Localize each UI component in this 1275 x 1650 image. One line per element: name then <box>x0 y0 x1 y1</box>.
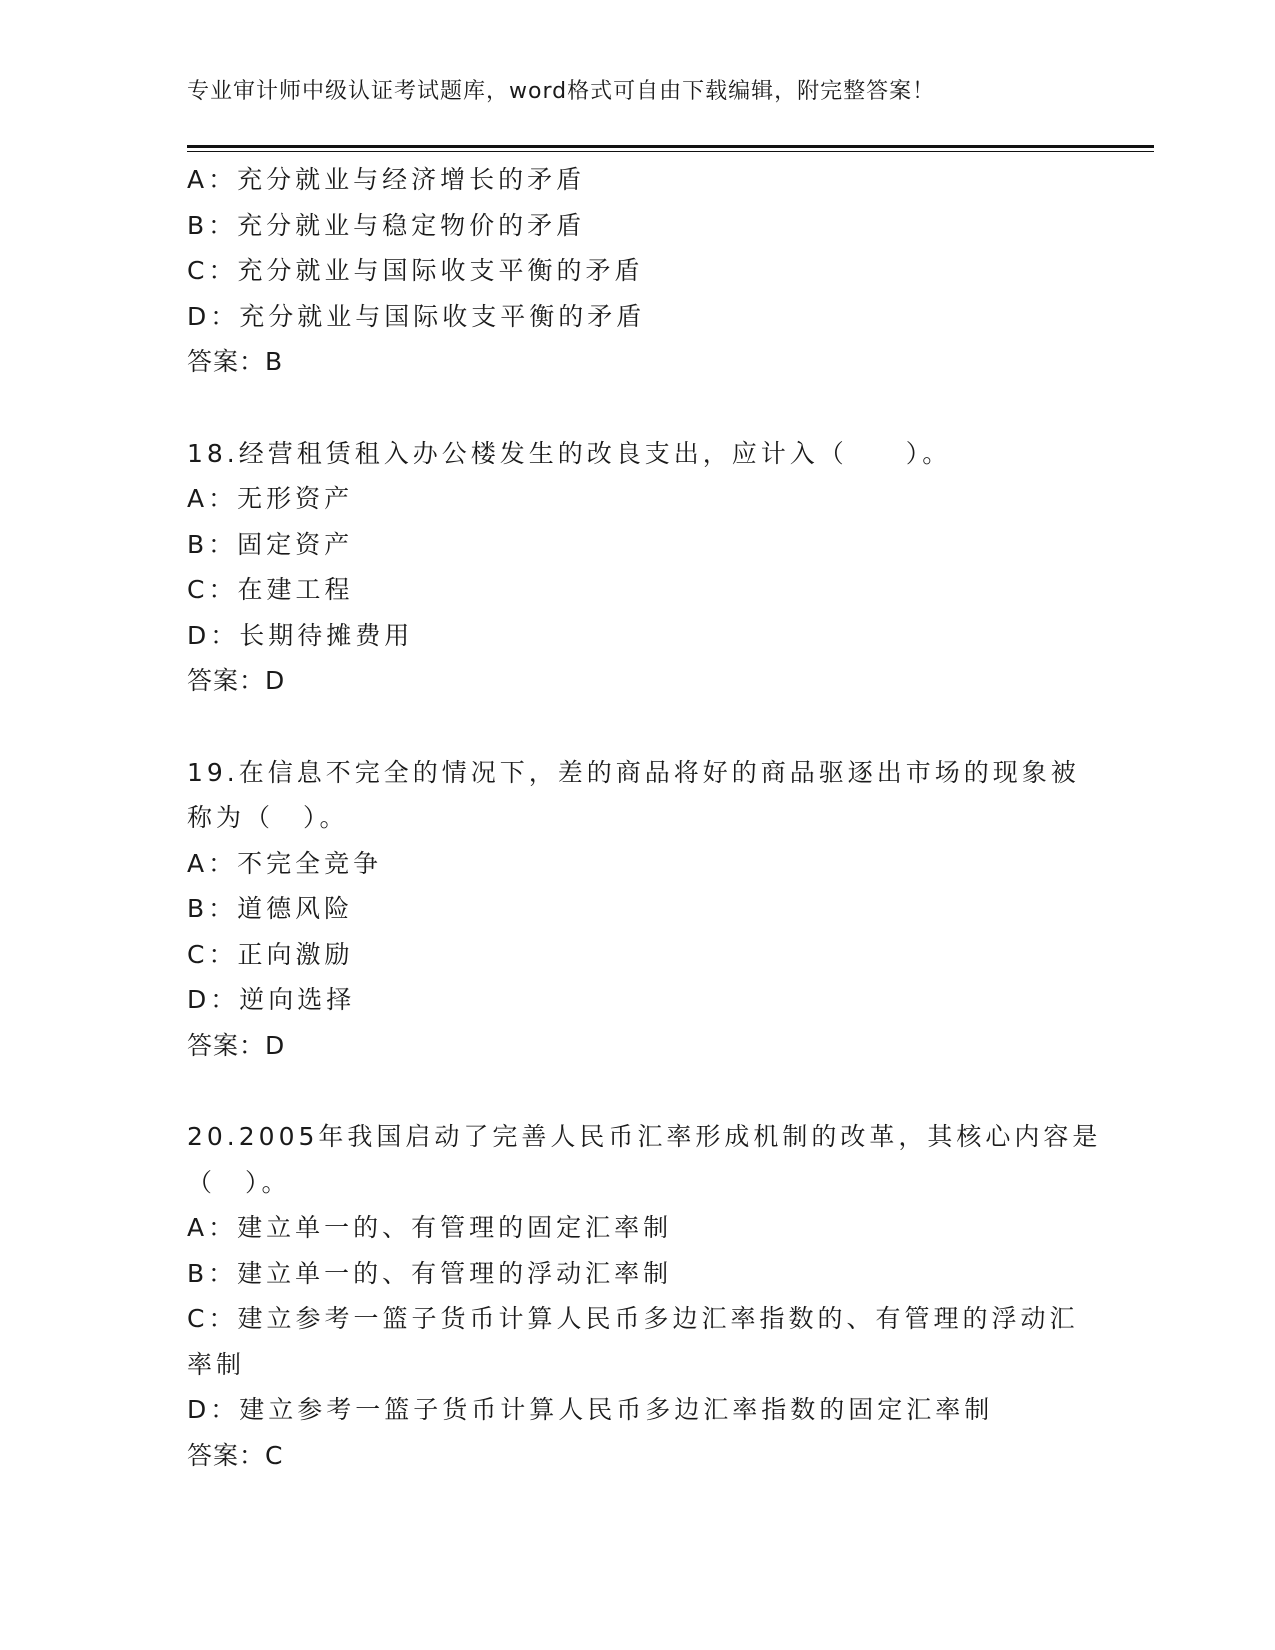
question-stem-line-1: 19.在信息不完全的情况下，差的商品将好的商品驱逐出市场的现象被 <box>187 757 1080 787</box>
question-19 <box>187 750 1087 1069</box>
option-a: A：不完全竞争 <box>187 848 383 878</box>
question-stem-line-2: （ ）。 <box>187 1167 291 1197</box>
question-stem-line-2: 称为（ ）。 <box>187 803 349 832</box>
spacer <box>187 1068 1087 1114</box>
header-rule-thin <box>187 151 1154 152</box>
question-17 <box>187 157 1087 385</box>
answer: 答案：C <box>187 1440 284 1470</box>
answer: 答案：B <box>187 347 284 376</box>
option-c: C：在建工程 <box>187 575 354 604</box>
spacer <box>187 704 1087 750</box>
question-20 <box>187 1114 1102 1478</box>
question-stem: 18.经营租赁租入办公楼发生的改良支出，应计入（ ）。 <box>187 438 952 468</box>
option-c-line-2: 率制 <box>187 1349 246 1379</box>
option-a: A：建立单一的、有管理的固定汇率制 <box>187 1213 673 1242</box>
option-a: A：无形资产 <box>187 484 354 513</box>
page-header: 专业审计师中级认证考试题库，word格式可自由下载编辑，附完整答案！ <box>187 79 936 104</box>
question-stem-line-1: 20.2005年我国启动了完善人民币汇率形成机制的改革，其核心内容是 <box>187 1122 1102 1151</box>
spacer <box>187 385 1087 431</box>
option-d: D：充分就业与国际收支平衡的矛盾 <box>187 301 646 331</box>
option-d: D：建立参考一篮子货币计算人民币多边汇率指数的固定汇率制 <box>187 1395 994 1424</box>
option-b: B：道德风险 <box>187 894 354 923</box>
option-b: B：固定资产 <box>187 529 354 559</box>
option-d: D：长期待摊费用 <box>187 620 414 650</box>
option-b: B：建立单一的、有管理的浮动汇率制 <box>187 1258 673 1288</box>
question-18 <box>187 431 1087 704</box>
answer: 答案：D <box>187 666 286 695</box>
header-rule-thick <box>187 145 1154 148</box>
option-c-line-1: C：建立参考一篮子货币计算人民币多边汇率指数的、有管理的浮动汇 <box>187 1304 1079 1333</box>
question-list <box>187 157 1102 1478</box>
answer: 答案：D <box>187 1030 286 1060</box>
option-d: D：逆向选择 <box>187 985 356 1014</box>
option-c: C：充分就业与国际收支平衡的矛盾 <box>187 256 644 285</box>
option-b: B：充分就业与稳定物价的矛盾 <box>187 210 586 240</box>
option-a: A：充分就业与经济增长的矛盾 <box>187 165 586 194</box>
option-c: C：正向激励 <box>187 939 354 969</box>
